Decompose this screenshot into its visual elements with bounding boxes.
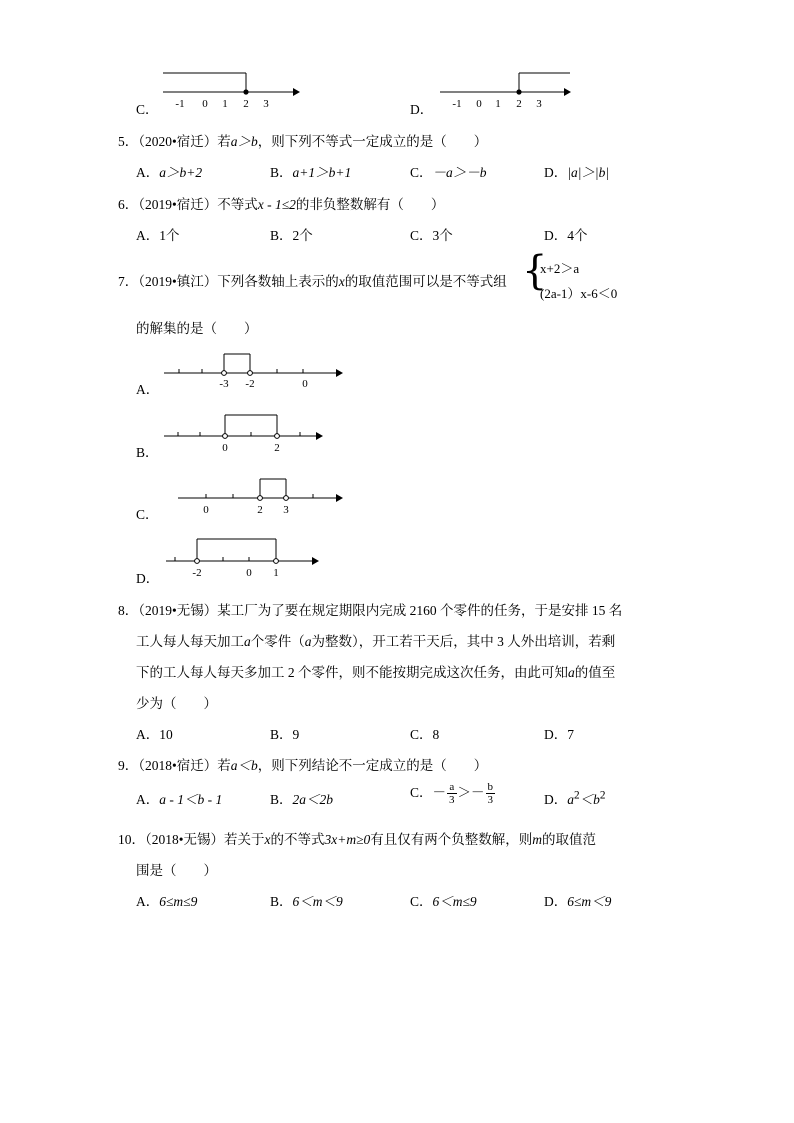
question-source: （2019•无锡） — [138, 603, 218, 618]
question-source: （2020•宿迁） — [138, 134, 218, 149]
question-10-line-2: 围是（ ） — [136, 863, 217, 878]
q7-option-c-number-line — [160, 474, 350, 518]
tick-label: 0 — [476, 98, 482, 110]
q10-option-c: C．6＜m≤9 — [410, 894, 477, 909]
stem-text: 若 — [217, 758, 231, 773]
tick-label: -2 — [192, 567, 202, 579]
fraction: $\frac{a}{3}$ — [449, 781, 455, 807]
question-6-stem — [118, 193, 444, 213]
question-number: 9． — [118, 758, 139, 773]
q4-option-c-number-line — [155, 66, 305, 112]
q8-option-d: D．7 — [544, 727, 574, 742]
q4-option-d-label: D． — [410, 102, 434, 117]
q7-option-b-label: B． — [136, 445, 159, 460]
question-source: （2018•宿迁） — [138, 758, 218, 773]
question-8-line-3: 下的工人每人每天多加工 2 个零件，则不能按期完成这次任务，由此可知a的值至 — [136, 665, 616, 680]
stem-text: ，则下列不等式一定成立的是（ ） — [257, 134, 488, 149]
question-8-line-4: 少为（ ） — [136, 696, 217, 711]
question-source: （2019•宿迁） — [138, 197, 218, 212]
q5-option-d: D．|a|＞|b| — [544, 165, 610, 180]
stem-math: a＞b — [230, 134, 258, 149]
q7-option-d-label: D． — [136, 571, 160, 586]
tick-label: -2 — [245, 378, 255, 390]
stem-text: 某工厂为了要在规定期限内完成 2160 个零件的任务，于是安排 15 名 — [217, 603, 623, 618]
question-source: （2019•镇江） — [138, 274, 218, 289]
q9-option-d: D．$a^2<b^2$ — [544, 789, 606, 807]
fraction: $\frac{b}{3}$ — [487, 781, 494, 807]
tick-label: 1 — [222, 98, 228, 110]
system-brace: { — [522, 248, 548, 294]
q8-option-a: A．10 — [136, 727, 173, 742]
q5-option-c: C．－a＞－b — [410, 165, 487, 180]
tick-label: 2 — [243, 98, 249, 110]
tick-label: 0 — [202, 98, 208, 110]
question-5-stem — [118, 130, 487, 150]
q9-option-c: C．－ $\frac{a}{3}$ ＞－ $\frac{b}{3}$ — [410, 781, 494, 807]
question-9-stem — [118, 754, 487, 774]
q6-option-d: D．4个 — [544, 228, 588, 243]
stem-text: ，则下列结论不一定成立的是（ ） — [257, 758, 488, 773]
q10-option-b: B．6＜m＜9 — [270, 894, 343, 909]
tick-label: 1 — [273, 567, 279, 579]
tick-label: 2 — [516, 98, 522, 110]
stem-math: x - 1≤2 — [257, 197, 296, 212]
question-number: 5． — [118, 134, 139, 149]
tick-label: 0 — [246, 567, 252, 579]
tick-label: 2 — [274, 442, 280, 454]
question-7-stem — [118, 270, 507, 290]
question-10-stem: 10．（2018•无锡）若关于x的不等式3x+m≥0有且仅有两个负整数解，则m的取值范 — [118, 832, 596, 847]
system-line-2: (2a-1）x-6＜0 — [540, 286, 618, 301]
q6-option-c: C．3个 — [410, 228, 453, 243]
q7-option-d-number-line — [160, 534, 330, 580]
question-7-stem-cont: 的解集的是（ ） — [136, 321, 258, 336]
stem-text: 的取值范围可以是不等式组 — [344, 274, 507, 289]
stem-text: 的非负整数解有（ ） — [295, 197, 445, 212]
question-8-line-2: 工人每人每天加工a个零件（a为整数），开工若干天后，其中 3 人外出培训，若剩 — [136, 634, 616, 649]
q10-option-d: D．6≤m＜9 — [544, 894, 612, 909]
q4-option-d-number-line — [432, 66, 582, 112]
question-number: 8． — [118, 603, 139, 618]
stem-text: 下列各数轴上表示的 — [217, 274, 339, 289]
tick-label: 0 — [302, 378, 308, 390]
stem-text: 若 — [217, 134, 231, 149]
tick-label: -3 — [219, 378, 229, 390]
q5-option-a: A．a＞b+2 — [136, 165, 203, 180]
system-line-1: x+2＞a — [540, 261, 580, 276]
q6-option-a: A．1个 — [136, 228, 180, 243]
tick-label: 3 — [536, 98, 542, 110]
tick-label: 2 — [257, 504, 263, 516]
stem-math: x — [338, 274, 345, 289]
tick-label: -1 — [175, 98, 185, 110]
q6-option-b: B．2个 — [270, 228, 313, 243]
question-8-stem — [118, 599, 622, 619]
question-number: 10． — [118, 832, 145, 847]
stem-text: 不等式 — [217, 197, 258, 212]
q8-option-c: C．8 — [410, 727, 440, 742]
q7-option-a-label: A． — [136, 382, 160, 397]
q8-option-b: B．9 — [270, 727, 300, 742]
tick-label: 1 — [495, 98, 501, 110]
q7-option-a-number-line — [160, 348, 350, 390]
tick-label: 0 — [203, 504, 209, 516]
q7-option-b-number-line — [160, 410, 335, 454]
q4-option-c-label: C． — [136, 102, 159, 117]
q9-option-a: A．a - 1＜b - 1 — [136, 792, 223, 807]
stem-math: a＜b — [230, 758, 258, 773]
tick-label: 3 — [283, 504, 289, 516]
question-number: 7． — [118, 274, 139, 289]
tick-label: 3 — [263, 98, 269, 110]
q5-option-b: B．a+1＞b+1 — [270, 165, 352, 180]
q9-option-b: B．2a＜2b — [270, 792, 334, 807]
q7-option-c-label: C． — [136, 507, 159, 522]
tick-label: -1 — [452, 98, 462, 110]
question-source: （2018•无锡） — [145, 832, 224, 847]
question-number: 6． — [118, 197, 139, 212]
tick-label: 0 — [222, 442, 228, 454]
q10-option-a: A．6≤m≤9 — [136, 894, 198, 909]
